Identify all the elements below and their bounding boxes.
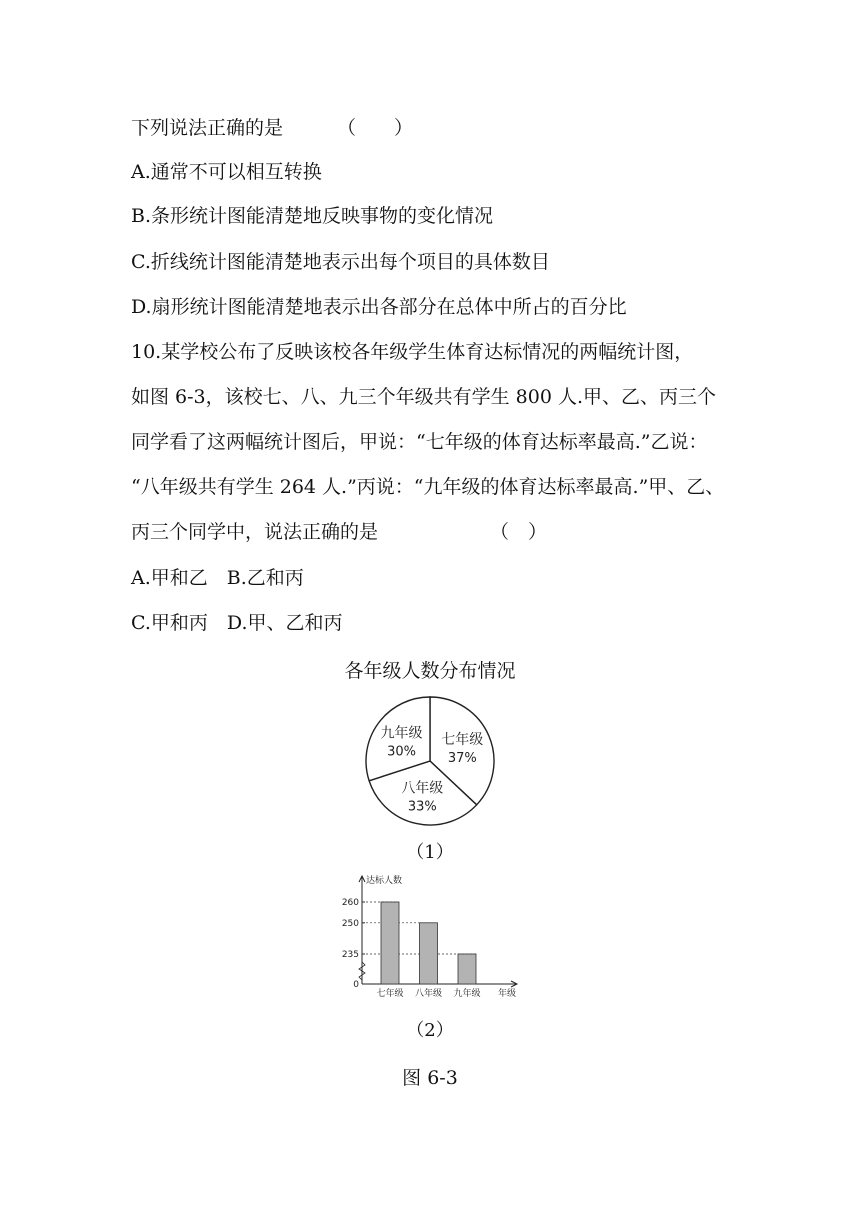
question10-options-row-1: A.甲和乙 B.乙和丙 bbox=[131, 567, 304, 589]
question9-option-c: C.折线统计图能清楚地表示出每个项目的具体数目 bbox=[131, 251, 550, 273]
question10-answer-paren: （ ） bbox=[490, 521, 548, 543]
bar-chart bbox=[335, 868, 535, 1006]
pie-label-percent: 30% bbox=[387, 744, 416, 760]
bar-1 bbox=[381, 902, 399, 984]
question10-line-1: 10.某学校公布了反映该校各年级学生体育达标情况的两幅统计图， bbox=[131, 341, 694, 363]
pie-label-percent: 37% bbox=[447, 751, 477, 767]
question10-line-3: 同学看了这两幅统计图后，甲说：“七年级的体育达标率最高.”乙说： bbox=[131, 431, 708, 453]
bar-2 bbox=[420, 923, 438, 984]
question9-stem bbox=[131, 116, 283, 140]
question10-options-row-2: C.甲和丙 D.甲、乙和丙 bbox=[131, 612, 343, 634]
question9-option-a: A.通常不可以相互转换 bbox=[131, 161, 322, 183]
pie-label-category: 九年级 bbox=[380, 725, 423, 742]
pie-chart bbox=[355, 696, 505, 826]
bar-chart-caption: （2） bbox=[406, 1020, 454, 1041]
question10-line-4: “八年级共有学生 264 人.”丙说：“九年级的体育达标率最高.”甲、乙、 bbox=[131, 476, 725, 498]
bar-category-label: 八年级 bbox=[414, 989, 443, 999]
bar-y-tick-label: 0 bbox=[353, 980, 359, 990]
bar-y-tick-label: 235 bbox=[341, 950, 359, 960]
bar-y-axis-label: 达标人数 bbox=[366, 876, 403, 886]
question9-answer-paren: （ ） bbox=[337, 117, 414, 139]
question10-line-5: 丙三个同学中，说法正确的是 bbox=[131, 521, 379, 543]
question9-option-d: D.扇形统计图能清楚地表示出各部分在总体中所占的百分比 bbox=[131, 296, 627, 318]
bar-category-label: 九年级 bbox=[453, 989, 481, 999]
question9-option-b: B.条形统计图能清楚地反映事物的变化情况 bbox=[131, 205, 494, 227]
pie-label-category: 七年级 bbox=[441, 732, 484, 749]
bar-3 bbox=[458, 954, 476, 984]
pie-chart-caption: （1） bbox=[406, 842, 454, 863]
pie-chart-title: 各年级人数分布情况 bbox=[344, 660, 516, 682]
question9-stem-text: 下列说法正确的是 bbox=[131, 117, 284, 139]
bar-y-tick-label: 250 bbox=[341, 918, 359, 929]
bar-x-axis-label: 年级 bbox=[497, 989, 517, 999]
figure-label: 图 6-3 bbox=[402, 1067, 458, 1089]
pie-label-category: 八年级 bbox=[401, 780, 444, 797]
bar-y-tick-label: 260 bbox=[341, 898, 359, 908]
question10-line-2: 如图 6-3，该校七、八、九三个年级共有学生 800 人.甲、乙、丙三个 bbox=[131, 386, 717, 408]
bar-category-label: 七年级 bbox=[376, 989, 404, 999]
pie-label-percent: 33% bbox=[407, 799, 437, 815]
